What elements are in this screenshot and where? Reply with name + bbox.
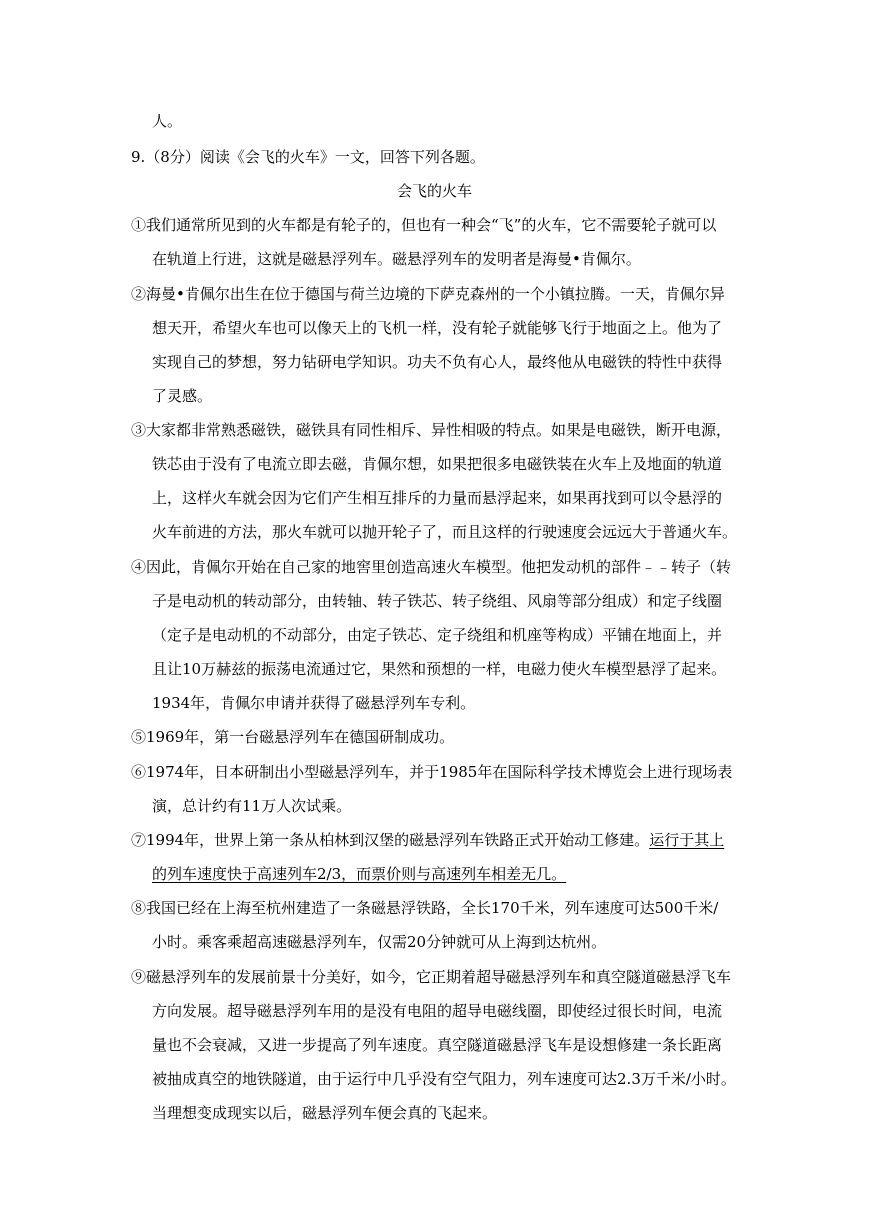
- paragraph-9-line-4: 被抽成真空的地铁隧道，由于运行中几乎没有空气阻力，列车速度可达2.3万千米/小时。: [152, 1070, 736, 1088]
- article-title: 会飞的火车: [396, 182, 472, 200]
- paragraph-2-line-1: ②海曼•肯佩尔出生在位于德国与荷兰边境的下萨克森州的一个小镇拉腾。一天，肯佩尔异: [131, 285, 725, 303]
- paragraph-7-plain-text: ⑦1994年，世界上第一条从柏林到汉堡的磁悬浮列车铁路正式开始动工修建。: [131, 831, 650, 849]
- paragraph-5-line-1: ⑤1969年，第一台磁悬浮列车在德国研制成功。: [131, 728, 455, 746]
- paragraph-2-line-2: 想天开，希望火车也可以像天上的飞机一样，没有轮子就能够飞行于地面之上。他为了: [152, 319, 723, 337]
- paragraph-6-line-1: ⑥1974年，日本研制出小型磁悬浮列车，并于1985年在国际科学技术博览会上进行现场表: [131, 763, 733, 781]
- paragraph-8-line-1: ⑧我国已经在上海至杭州建造了一条磁悬浮铁路，全长170千米，列车速度可达500千米/: [131, 899, 719, 917]
- question-prompt: 9.（8分）阅读《会飞的火车》一文，回答下列各题。: [131, 148, 485, 166]
- paragraph-9-line-3: 量也不会衰减，又进一步提高了列车速度。真空隧道磁悬浮飞车是设想修建一条长距离: [152, 1036, 723, 1054]
- paragraph-7-line-1: [131, 830, 724, 850]
- paragraph-6-line-2: 演，总计约有11万人次试乘。: [152, 797, 352, 815]
- paragraph-2-line-4: 了灵感。: [152, 387, 213, 405]
- paragraph-3-line-3: 上，这样火车就会因为它们产生相互排斥的力量而悬浮起来，如果再找到可以令悬浮的: [152, 489, 723, 507]
- paragraph-4-line-5: 1934年，肯佩尔申请并获得了磁悬浮列车专利。: [152, 694, 476, 712]
- paragraph-7-underlined-start: 运行于其上: [649, 831, 725, 849]
- paragraph-8-line-2: 小时。乘客乘超高速磁悬浮列车，仅需20分钟就可从上海到达杭州。: [152, 933, 607, 951]
- paragraph-1-line-2: 在轨道上行进，这就是磁悬浮列车。磁悬浮列车的发明者是海曼•肯佩尔。: [152, 250, 641, 268]
- paragraph-7-line-2: [152, 864, 566, 884]
- paragraph-4-line-4: 且让10万赫兹的振荡电流通过它，果然和预想的一样，电磁力使火车模型悬浮了起来。: [152, 660, 727, 678]
- paragraph-1-line-1: ①我们通常所见到的火车都是有轮子的，但也有一种会“飞”的火车，它不需要轮子就可以: [131, 216, 717, 234]
- paragraph-2-line-3: 实现自己的梦想，努力钻研电学知识。功夫不负有心人，最终他从电磁铁的特性中获得: [152, 353, 723, 371]
- paragraph-9-line-2: 方向发展。超导磁悬浮列车用的是没有电阻的超导电磁线圈，即使经过很长时间，电流: [152, 1002, 723, 1020]
- paragraph-4-line-3: （定子是电动机的不动部分，由定子铁芯、定子绕组和机座等构成）平铺在地面上，并: [152, 626, 723, 644]
- paragraph-9-line-5: 当理想变成现实以后，磁悬浮列车便会真的飞起来。: [152, 1104, 498, 1122]
- paragraph-3-line-2: 铁芯由于没有了电流立即去磁，肯佩尔想，如果把很多电磁铁装在火车上及地面的轨道: [152, 455, 723, 473]
- paragraph-9-line-1: ⑨磁悬浮列车的发展前景十分美好，如今，它正期着超导磁悬浮列车和真空隧道磁悬浮飞车: [131, 968, 732, 986]
- paragraph-4-line-1: ④因此，肯佩尔开始在自己家的地窖里创造高速火车模型。他把发动机的部件﹣﹣转子（转: [131, 558, 732, 576]
- paragraph-7-underlined-end: 的列车速度快于高速列车2/3，而票价则与高速列车相差无几。: [152, 865, 567, 883]
- paragraph-3-line-1: ③大家都非常熟悉磁铁，磁铁具有同性相斥、异性相吸的特点。如果是电磁铁，断开电源，: [131, 421, 732, 439]
- paragraph-3-line-4: 火车前进的方法，那火车就可以抛开轮子了，而且这样的行驶速度会远远大于普通火车。: [152, 523, 738, 541]
- paragraph-4-line-2: 子是电动机的转动部分，由转轴、转子铁芯、转子绕组、风扇等部分组成）和定子线圈: [152, 592, 723, 610]
- previous-answer-tail: 人。: [152, 112, 183, 130]
